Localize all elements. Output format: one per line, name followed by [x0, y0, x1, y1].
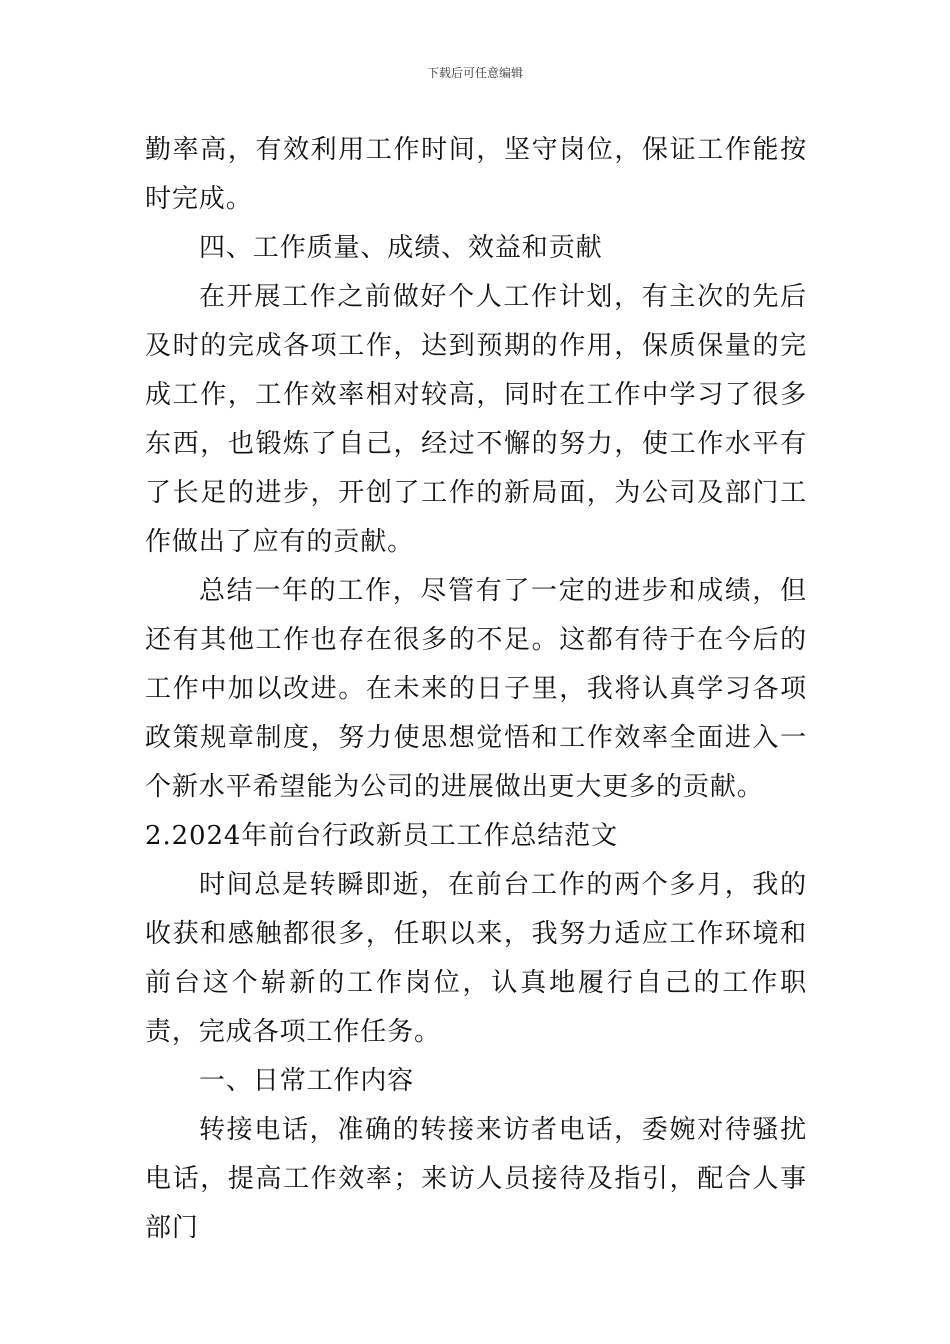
document-body	[145, 126, 807, 1253]
paragraph-year-summary: 总结一年的工作，尽管有了一定的进步和成绩，但还有其他工作也存在很多的不足。这都有待于在今后的工作中加以改进。在未来的日子里，我将认真学习各项政策规章制度，努力使思想觉悟和工作效率全面进入一个新水平希望能为公司的进展做出更大更多的贡献。	[145, 576, 807, 802]
paragraph-continuation: 勤率高，有效利用工作时间，坚守岗位，保证工作能按时完成。	[145, 135, 807, 214]
page-header: 下载后可任意编辑	[426, 66, 523, 80]
paragraph-work-plan: 在开展工作之前做好个人工作计划，有主次的先后及时的完成各项工作，达到预期的作用，保质保量的完成工作，工作效率相对较高，同时在工作中学习了很多东西，也锻炼了自己，经过不懈的努力，使工作水平有了长足的进步，开创了工作的新局面，为公司及部门工作做出了应有的贡献。	[145, 282, 807, 557]
paragraph-phone-duties: 转接电话，准确的转接来访者电话，委婉对待骚扰电话，提高工作效率；来访人员接待及指引，配合人事部门	[145, 1115, 807, 1243]
article-title: 2.2024年前台行政新员工工作总结范文	[145, 821, 618, 851]
section-heading-quality: 四、工作质量、成绩、效益和贡献	[199, 233, 603, 263]
paragraph-intro: 时间总是转瞬即逝，在前台工作的两个多月，我的收获和感触都很多，任职以来，我努力适应工作环境和前台这个崭新的工作岗位，认真地履行自己的工作职责，完成各项工作任务。	[145, 870, 807, 1047]
section-heading-daily-work: 一、日常工作内容	[199, 1066, 415, 1096]
